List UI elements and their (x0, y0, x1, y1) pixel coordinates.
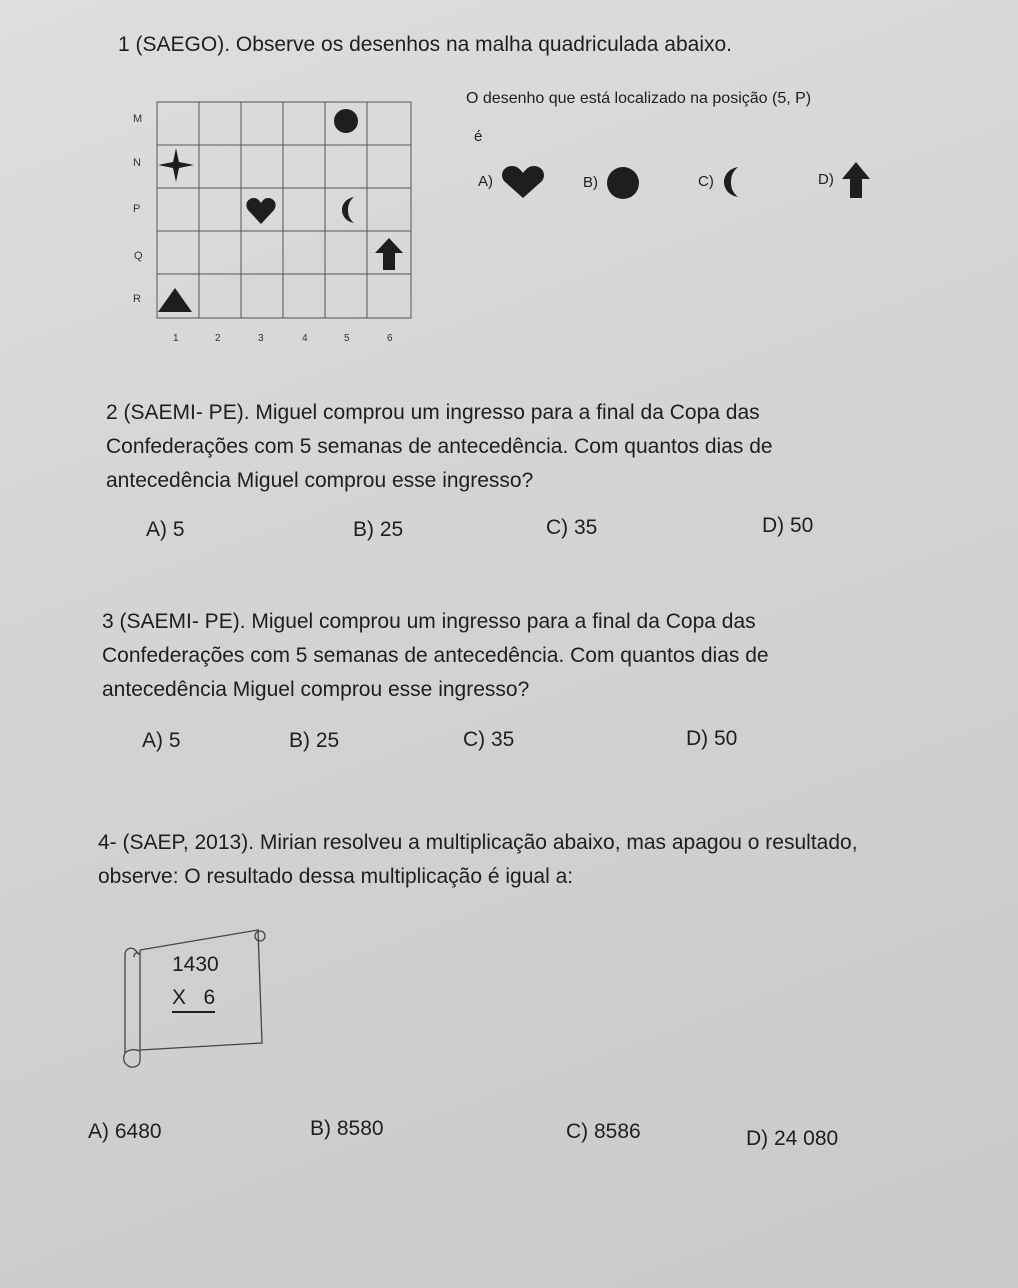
q1-option-b[interactable] (583, 166, 640, 200)
q4-statement (98, 826, 858, 894)
q3-line-3: antecedência Miguel comprou esse ingresso? (102, 678, 530, 701)
coordinate-grid (155, 100, 413, 320)
multiplier: X 6 (172, 986, 215, 1013)
col-label-3: 3 (258, 333, 264, 344)
option-label: C) (698, 173, 714, 191)
q1-option-d[interactable] (818, 162, 870, 198)
row-label-R: R (133, 293, 141, 305)
option-label: A) (478, 173, 493, 191)
multiplicand: 1430 (172, 953, 219, 976)
q2-line-3: antecedência Miguel comprou esse ingresso? (106, 469, 534, 492)
q3-option-b[interactable]: B) 25 (289, 729, 340, 752)
q2-option-a[interactable]: A) 5 (146, 518, 185, 541)
arrow-up-icon (842, 162, 870, 198)
q3-option-c[interactable]: C) 35 (463, 728, 515, 751)
q3-option-a[interactable]: A) 5 (142, 729, 181, 752)
q4-option-b[interactable]: B) 8580 (310, 1117, 384, 1140)
q3-line-2: Confederações com 5 semanas de antecedência. Com quantos dias de (102, 644, 769, 667)
q1-title: 1 (SAEGO). Observe os desenhos na malha quadriculada abaixo. (118, 33, 733, 56)
circle-icon (606, 166, 640, 200)
q1-prompt: O desenho que está localizado na posição (5, P) (466, 90, 812, 107)
col-label-6: 6 (387, 333, 393, 344)
q1-option-a[interactable] (478, 166, 545, 198)
col-label-1: 1 (173, 333, 179, 344)
q1-option-c[interactable] (698, 166, 742, 198)
row-label-Q: Q (134, 250, 143, 262)
q4-option-a[interactable]: A) 6480 (88, 1120, 162, 1143)
circle-icon (333, 108, 359, 134)
q4-option-c[interactable]: C) 8586 (566, 1120, 641, 1143)
option-label: B) (583, 174, 598, 192)
q3-line-1: 3 (SAEMI- PE). Miguel comprou um ingresso para a final da Copa das (102, 610, 756, 633)
q2-option-c[interactable]: C) 35 (546, 516, 598, 539)
q3-statement (102, 605, 769, 707)
scroll-illustration (120, 925, 268, 1070)
col-label-2: 2 (215, 333, 221, 344)
arrow-up-icon (375, 238, 403, 270)
crescent-icon (722, 166, 742, 198)
row-label-M: M (133, 113, 143, 125)
q2-option-d[interactable]: D) 50 (762, 514, 814, 537)
col-label-5: 5 (344, 333, 350, 344)
q2-statement (106, 396, 773, 498)
row-label-N: N (133, 157, 141, 169)
q4-option-d[interactable]: D) 24 080 (746, 1127, 839, 1150)
crescent-icon (340, 196, 358, 224)
q3-option-d[interactable]: D) 50 (686, 727, 738, 750)
q1-prompt-cont: é (474, 128, 483, 145)
q2-option-b[interactable]: B) 25 (353, 518, 404, 541)
q2-line-1: 2 (SAEMI- PE). Miguel comprou um ingresso para a final da Copa das (106, 401, 760, 424)
option-label: D) (818, 171, 834, 189)
col-label-4: 4 (302, 333, 308, 344)
row-label-P: P (133, 203, 141, 215)
q4-line-1: 4- (SAEP, 2013). Mirian resolveu a multiplicação abaixo, mas apagou o resultado, (98, 831, 858, 854)
star-icon (158, 148, 194, 182)
heart-icon (501, 166, 545, 198)
q4-line-2: observe: O resultado dessa multiplicação é igual a: (98, 865, 574, 888)
heart-icon (246, 198, 276, 224)
q2-line-2: Confederações com 5 semanas de antecedência. Com quantos dias de (106, 435, 773, 458)
triangle-icon (158, 288, 192, 312)
